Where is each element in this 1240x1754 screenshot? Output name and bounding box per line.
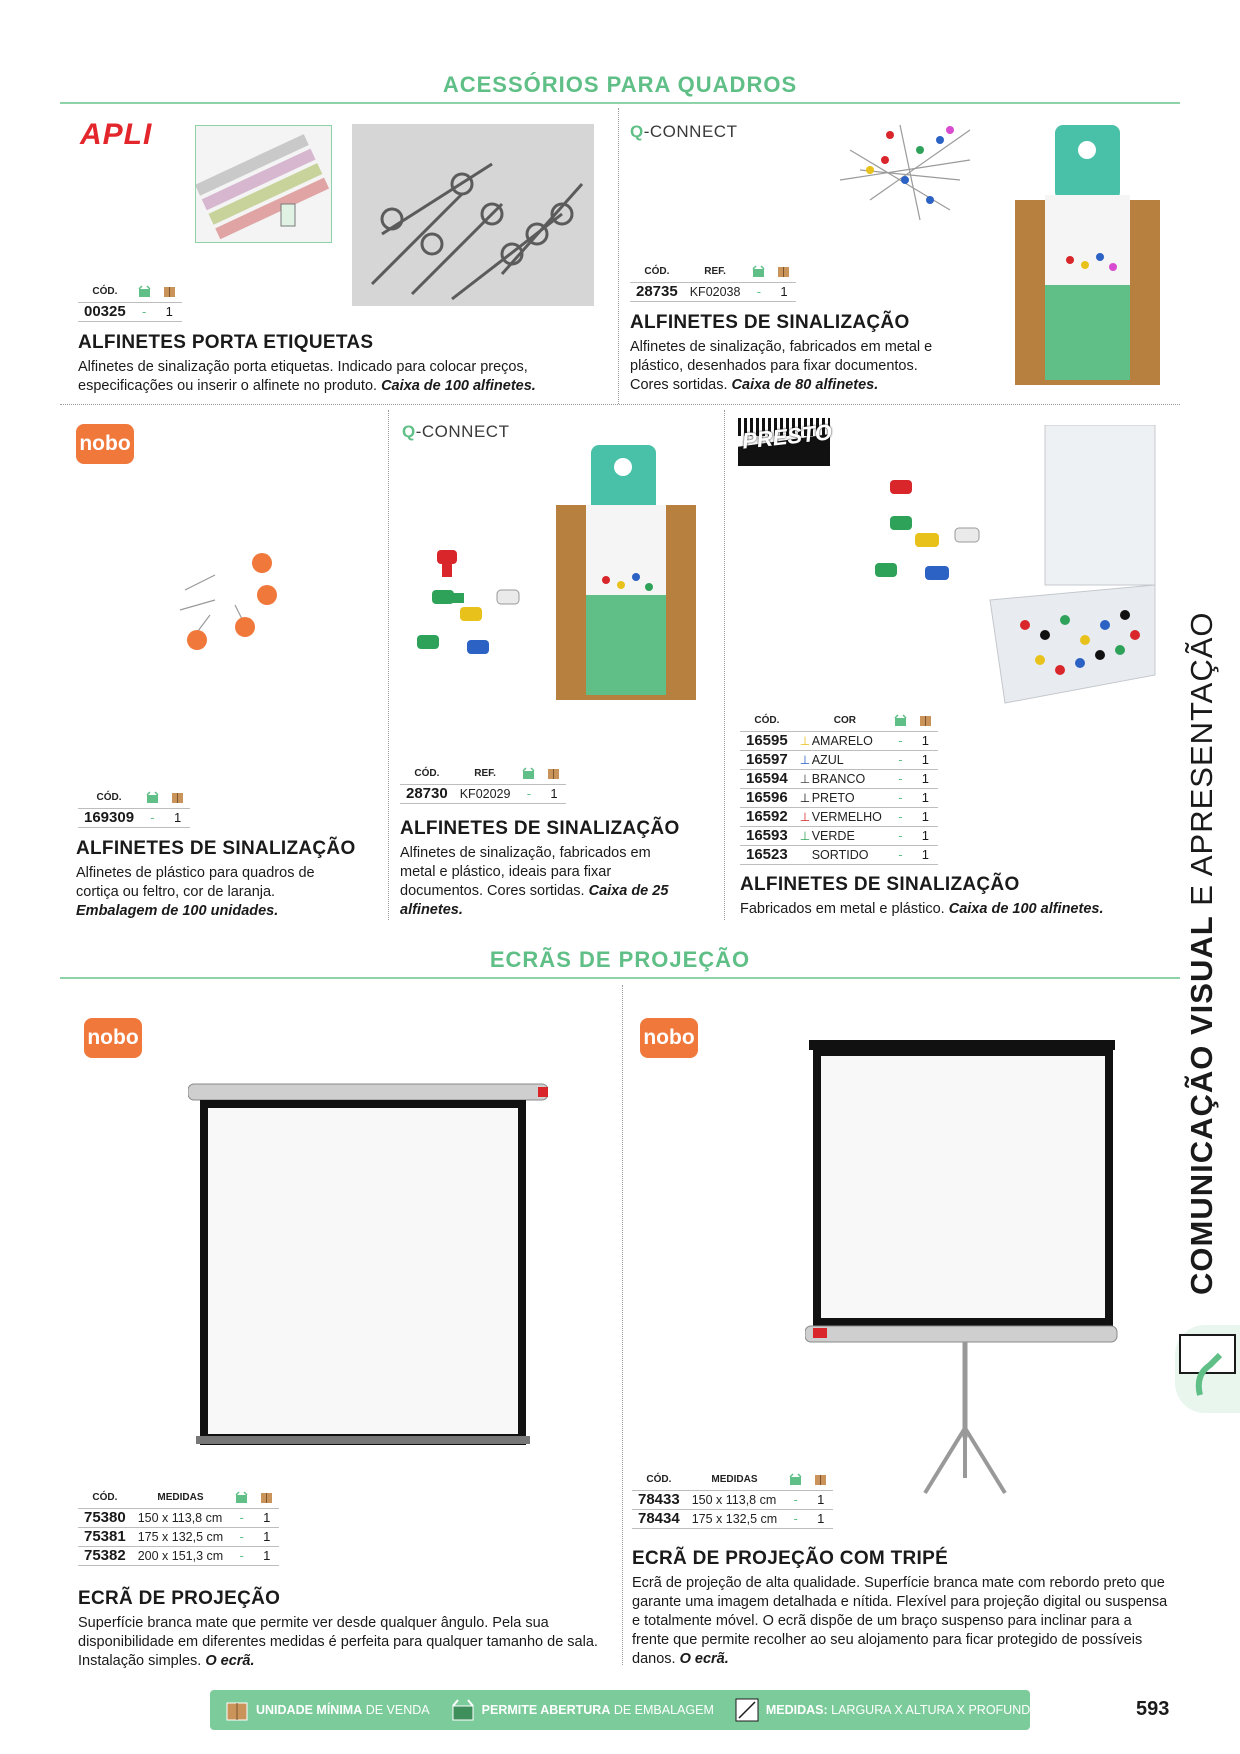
open-package-value: - — [888, 807, 913, 826]
product-dimensions: 150 x 113,8 cm — [686, 1490, 783, 1509]
open-package-value: - — [783, 1490, 808, 1509]
table-row — [78, 1546, 279, 1565]
qconnect-logo: Q-CONNECT — [630, 122, 738, 141]
table-row — [78, 302, 182, 321]
product-pack-size: Caixa de 25 alfinetes. — [400, 883, 669, 918]
header-cod: CÓD. — [92, 286, 118, 298]
unit-quantity: 1 — [913, 788, 938, 807]
open-package-value: - — [888, 845, 913, 864]
product-description: Fabricados em metal e plástico. Caixa de 100 alfinetes. — [740, 901, 1104, 917]
code-table — [740, 713, 938, 865]
legend-item-dimensions: MEDIDAS: LARGURA X ALTURA X PROFUNDIDADE — [734, 1697, 1069, 1723]
unit-quantity: 1 — [254, 1546, 279, 1565]
product-code: 169309 — [78, 808, 140, 827]
code-table — [632, 1472, 833, 1529]
header-cod: CÓD. — [96, 792, 122, 804]
unit-quantity: 1 — [541, 784, 566, 803]
product-description: Alfinetes de sinalização, fabricados em metal e plástico, ideais para fixar documentos. Cores sortidas. Caixa de 25 alfinetes. — [400, 845, 669, 918]
apli-logo: APLI — [80, 118, 153, 151]
product-image-presto-pins — [870, 478, 990, 598]
section-divider — [60, 102, 1180, 104]
row-divider — [60, 404, 1180, 405]
code-table — [78, 284, 182, 322]
unit-quantity: 1 — [771, 282, 796, 301]
open-package-value: - — [888, 788, 913, 807]
open-package-value: - — [229, 1508, 254, 1527]
product-title: ALFINETES DE SINALIZAÇÃO — [400, 818, 680, 839]
presentation-icon — [1175, 1325, 1240, 1413]
product-description: Alfinetes de plástico para quadros de cortiça ou feltro, cor de laranja. Embalagem de 100 unidades. — [76, 865, 315, 919]
unit-quantity: 1 — [913, 731, 938, 750]
open-package-icon — [783, 1472, 808, 1490]
product-code: 16595 — [740, 731, 794, 750]
box-icon — [224, 1697, 250, 1723]
code-table — [78, 1490, 279, 1566]
box-icon — [165, 790, 190, 808]
product-dimensions: 175 x 132,5 cm — [132, 1527, 229, 1546]
table-row — [740, 826, 938, 845]
product-pack-size: Caixa de 80 alfinetes. — [731, 377, 879, 393]
header-cod: CÓD. — [646, 1474, 672, 1486]
product-title: ECRÃ DE PROJEÇÃO COM TRIPÉ — [632, 1548, 949, 1569]
open-package-value: - — [888, 826, 913, 845]
product-title: ALFINETES DE SINALIZAÇÃO — [630, 312, 910, 333]
section-title-ecras: ECRÃS DE PROJEÇÃO — [489, 947, 751, 972]
unit-quantity: 1 — [913, 807, 938, 826]
table-row — [740, 845, 938, 864]
qconnect-logo: Q-CONNECT — [402, 422, 510, 441]
table-row — [740, 769, 938, 788]
column-divider — [622, 985, 623, 1665]
unit-quantity: 1 — [808, 1490, 833, 1509]
legend-item-min-unit: UNIDADE MÍNIMA DE VENDA — [224, 1697, 430, 1723]
column-divider — [724, 410, 725, 920]
category-side-label: COMUNICAÇÃO VISUAL E APRESENTAÇÃO — [1184, 611, 1219, 1295]
pin-color-icon: ⊥ — [799, 828, 811, 843]
section-title-acessorios: ACESSÓRIOS PARA QUADROS — [442, 72, 798, 97]
product-code: 00325 — [78, 302, 132, 321]
product-code: 16596 — [740, 788, 794, 807]
product-image-spiral-pins — [352, 124, 594, 306]
open-package-icon — [450, 1697, 476, 1723]
pin-color-icon: ⊥ — [799, 752, 811, 767]
table-row — [78, 1527, 279, 1546]
product-pack-size: Embalagem de 100 unidades. — [76, 903, 279, 919]
product-description: Ecrã de projeção de alta qualidade. Superfície branca mate com rebordo preto que garante uma imagem detalhada e nítida. Flexível para projeção digital ou suspensa e totalmente móvel. O ecrã dispõe de um braço suspenso para inclinar para a frente que permite recolher ao seu alojamento para ficar protegido de possíveis danos. O ecrã. — [632, 1575, 1168, 1667]
product-image-orange-pins — [175, 545, 285, 655]
unit-quantity: 1 — [913, 750, 938, 769]
open-package-value: - — [888, 769, 913, 788]
open-package-value: - — [888, 750, 913, 769]
product-color: ⊥ AMARELO — [794, 731, 888, 750]
unit-quantity: 1 — [165, 808, 190, 827]
header-cod: CÓD. — [644, 266, 670, 278]
table-row — [740, 731, 938, 750]
product-description: Alfinetes de sinalização, fabricados em metal e plástico, desenhados para fixar documentos. Cores sortidas. Caixa de 80 alfinetes. — [630, 339, 933, 393]
legend-item-open-package: PERMITE ABERTURA DE EMBALAGEM — [450, 1697, 714, 1723]
table-row — [632, 1509, 833, 1528]
open-package-icon — [888, 713, 913, 731]
header-cod: CÓD. — [414, 768, 440, 780]
unit-quantity: 1 — [913, 826, 938, 845]
pin-color-icon: ⊥ — [799, 733, 811, 748]
product-title: ALFINETES DE SINALIZAÇÃO — [740, 874, 1020, 895]
product-dimensions: 175 x 132,5 cm — [686, 1509, 783, 1528]
open-package-icon — [132, 284, 157, 302]
product-title: ALFINETES PORTA ETIQUETAS — [78, 332, 374, 353]
product-description: Superfície branca mate que permite ver desde qualquer ângulo. Pela sua disponibilidade em diferentes medidas é perfeita para qualquer tamanho de sala. Instalação simples. O ecrã. — [78, 1615, 598, 1669]
header-ref: REF. — [704, 266, 726, 278]
product-color: ⊥ AZUL — [794, 750, 888, 769]
nobo-logo: nobo — [84, 1018, 142, 1058]
open-package-icon — [746, 264, 771, 282]
unit-quantity: 1 — [913, 845, 938, 864]
box-icon — [913, 713, 938, 731]
unit-quantity: 1 — [913, 769, 938, 788]
unit-quantity: 1 — [254, 1508, 279, 1527]
pin-color-icon: ⊥ — [799, 809, 811, 824]
product-image-push-pins — [412, 545, 547, 665]
column-divider — [618, 108, 619, 404]
product-ref: KF02038 — [684, 282, 747, 301]
pin-color-icon: ⊥ — [799, 771, 811, 786]
pin-color-icon: ⊥ — [799, 790, 811, 805]
product-pack-size: Caixa de 100 alfinetes. — [948, 901, 1104, 917]
box-icon — [254, 1490, 279, 1508]
product-pack-size: O ecrã. — [679, 1651, 729, 1667]
table-row — [78, 808, 190, 827]
product-code: 75381 — [78, 1527, 132, 1546]
table-row — [632, 1490, 833, 1509]
nobo-logo: nobo — [76, 424, 134, 464]
box-icon — [808, 1472, 833, 1490]
product-image-presto-box — [985, 425, 1160, 705]
code-table — [400, 766, 566, 804]
open-package-value: - — [746, 282, 771, 301]
product-image-pin-box — [1015, 125, 1160, 385]
open-package-icon — [140, 790, 165, 808]
product-code: 78434 — [632, 1509, 686, 1528]
product-pack-size: Caixa de 100 alfinetes. — [381, 378, 536, 394]
product-color: ⊥ VERMELHO — [794, 807, 888, 826]
table-row — [400, 784, 566, 803]
nobo-logo: nobo — [640, 1018, 698, 1058]
product-code: 28735 — [630, 282, 684, 301]
box-icon — [771, 264, 796, 282]
product-pack-size: O ecrã. — [205, 1653, 255, 1669]
open-package-value: - — [132, 302, 157, 321]
header-cod: CÓD. — [754, 715, 780, 727]
product-image-push-pin-box — [556, 445, 696, 700]
open-package-value: - — [140, 808, 165, 827]
product-code: 78433 — [632, 1490, 686, 1509]
footer-legend — [210, 1690, 1069, 1730]
product-ref: KF02029 — [454, 784, 517, 803]
dimensions-icon — [734, 1697, 760, 1723]
open-package-value: - — [229, 1527, 254, 1546]
open-package-icon — [516, 766, 541, 784]
product-code: 16523 — [740, 845, 794, 864]
column-divider — [388, 410, 389, 920]
code-table — [78, 790, 190, 828]
product-code: 16592 — [740, 807, 794, 826]
product-title: ALFINETES DE SINALIZAÇÃO — [76, 838, 356, 859]
product-code: 75380 — [78, 1508, 132, 1527]
unit-quantity: 1 — [808, 1509, 833, 1528]
section-divider — [60, 977, 1180, 979]
box-icon — [541, 766, 566, 784]
product-title: ECRÃ DE PROJEÇÃO — [78, 1588, 281, 1609]
product-dimensions: 150 x 113,8 cm — [132, 1508, 229, 1527]
table-row — [78, 1508, 279, 1527]
product-code: 28730 — [400, 784, 454, 803]
product-code: 16594 — [740, 769, 794, 788]
table-row — [630, 282, 796, 301]
header-ref: REF. — [474, 768, 496, 780]
open-package-value: - — [888, 731, 913, 750]
product-image-wall-screen — [188, 1080, 548, 1450]
product-image-map-pins — [830, 120, 980, 230]
product-dimensions: 200 x 151,3 cm — [132, 1546, 229, 1565]
table-row — [740, 788, 938, 807]
product-color: ⊥ BRANCO — [794, 769, 888, 788]
table-row — [740, 807, 938, 826]
unit-quantity: 1 — [157, 302, 182, 321]
presto-logo: PRESTO — [738, 418, 830, 468]
open-package-value: - — [229, 1546, 254, 1565]
header-cor: COR — [833, 715, 856, 727]
open-package-value: - — [516, 784, 541, 803]
open-package-value: - — [783, 1509, 808, 1528]
open-package-icon — [229, 1490, 254, 1508]
header-cod: CÓD. — [92, 1492, 118, 1504]
code-table — [630, 264, 796, 302]
product-color: SORTIDO — [794, 845, 888, 864]
header-medidas: MEDIDAS — [711, 1474, 758, 1486]
unit-quantity: 1 — [254, 1527, 279, 1546]
product-color: ⊥ PRETO — [794, 788, 888, 807]
product-image-label-pins — [195, 125, 332, 243]
product-color: ⊥ VERDE — [794, 826, 888, 845]
header-medidas: MEDIDAS — [157, 1492, 204, 1504]
product-code: 75382 — [78, 1546, 132, 1565]
box-icon — [157, 284, 182, 302]
product-image-tripod-screen — [805, 1038, 1125, 1498]
table-row — [740, 750, 938, 769]
page-number: 593 — [1136, 1698, 1170, 1720]
product-code: 16593 — [740, 826, 794, 845]
product-code: 16597 — [740, 750, 794, 769]
product-description: Alfinetes de sinalização porta etiquetas. Indicado para colocar preços, especificações ou inserir o alfinete no produto. Caixa de 100 alfinetes. — [78, 359, 536, 394]
